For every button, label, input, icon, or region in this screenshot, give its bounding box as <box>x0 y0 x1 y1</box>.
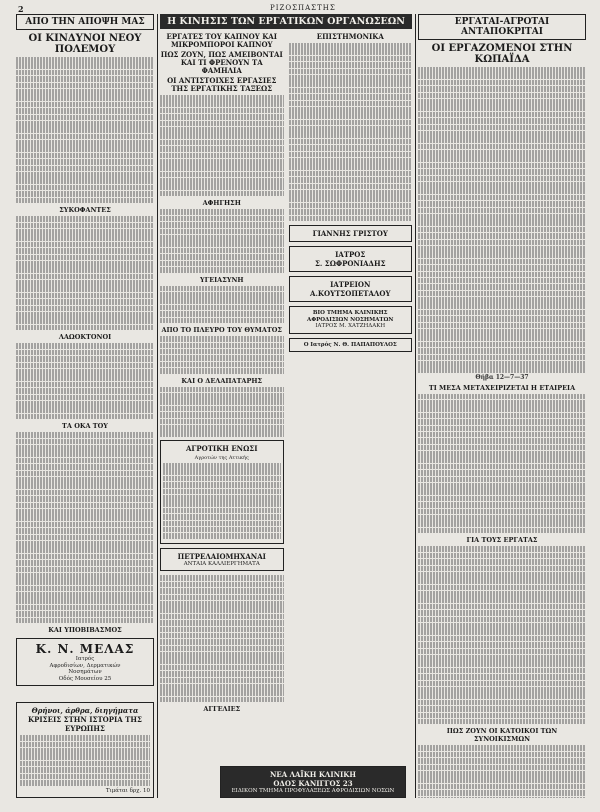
clinic-ad-title: ΝΕΑ ΛΑΪΚΗ ΚΛΙΝΙΚΗ <box>269 769 357 779</box>
article-body <box>418 745 586 798</box>
oil-ad-sub: ΑΝΤΑΙΑ ΚΑΛΛΙΕΡΓΗΜΑΤΑ <box>183 560 260 567</box>
doctor-ad-2 <box>289 246 413 272</box>
article-body <box>16 432 154 623</box>
doctor-bottom-ad <box>289 338 413 353</box>
subhead: ΠΩΣ ΖΟΥΝ ΟΙ ΚΑΤΟΙΚΟΙ ΤΩΝ ΣΥΝΟΙΚΙΣΜΩΝ <box>446 727 558 744</box>
article-body <box>418 394 586 534</box>
union-box-title: ΑΓΡΟΤΙΚΗ ΕΝΩΣΙ <box>185 443 258 453</box>
headline-right: ΟΙ ΕΡΓΑΖΟΜΕΝΟΙ ΣΤΗΝ ΚΩΠΑΪΔΑ <box>431 43 573 65</box>
clinic-name: Α.ΚΟΥΤΣΟΠΕΤΑΛΟΥ <box>310 289 391 299</box>
masthead: ΡΙΖΟΣΠΑΣΤΗΣ <box>270 4 336 12</box>
article-body <box>160 95 284 196</box>
book-ad-title: Θρήνοι, άρθρα, διηγήματα <box>31 706 139 716</box>
section-head-right: ΕΡΓΑΤΑΙ-ΑΓΡΟΤΑΙ ΑΝΤΑΠΟΚΡΙΤΑΙ <box>418 14 586 40</box>
article-body <box>160 575 284 702</box>
subhead: ΚΑΙ Ο ΔΕΛΑΠΑΤΑΡΗΣ <box>181 376 263 385</box>
center-left <box>160 31 284 714</box>
subhead: ΑΠΟ ΤΟ ΠΛΕΥΡΟ ΤΟΥ ΘΥΜΑΤΟΣ <box>161 326 282 335</box>
subhead: ΥΓΕΙΑΣΥΝΗ <box>199 275 244 284</box>
subhead: ΑΦΗΓΗΣΗ <box>202 199 241 208</box>
article-body <box>160 286 284 324</box>
sub-a: ΕΡΓΑΤΕΣ ΤΟΥ ΚΑΠΝΟΥ ΚΑΙ ΜΙΚΡΟΜΠΟΡΟΙ ΚΑΠΝΟΥ <box>166 32 278 49</box>
venereal-clinic-ad <box>289 306 413 334</box>
doctor-ad <box>16 638 154 686</box>
article-body <box>418 546 586 724</box>
center-columns <box>160 14 412 798</box>
right-column <box>418 14 586 798</box>
page-number: 2 <box>18 4 24 14</box>
article-body <box>418 67 586 373</box>
union-box-sub: Αγροτών της Αττικής <box>194 454 249 461</box>
clinic-ad-address: ΟΔΟΣ ΚΑΝΙΓΓΟΣ 23 <box>273 778 353 788</box>
ad-line: Νοσημάτων <box>68 669 102 676</box>
center-split <box>160 31 412 714</box>
center-right <box>289 31 413 714</box>
doctor-bottom: Ο Ιατρός Ν. Θ. ΠΑΠΑΠΟΥΛΟΣ <box>303 341 397 348</box>
book-ad-price: Τιμάται δρχ. 10 <box>105 787 150 794</box>
venereal-title: ΒΙΟ ΤΜΗΜΑ ΚΛΙΝΙΚΗΣ ΑΦΡΟΔΙΣΙΩΝ ΝΟΣΗΜΑΤΩΝ <box>307 310 394 323</box>
headline-b: ΟΙ ΑΝΤΙΣΤΟΙΧΕΣ ΕΡΓΑΣΙΕΣ ΤΗΣ ΕΡΓΑΤΙΚΗΣ ΤΑΞΕΩΣ <box>167 76 277 93</box>
sub-b: ΕΠΙΣΤΗΜΟΝΙΚΑ <box>316 32 384 41</box>
clinic-title: ΙΑΤΡΕΙΟΝ <box>330 280 371 290</box>
subhead: ΛΑΩΟΚΤΟΝΟΙ <box>58 333 112 342</box>
article-body <box>289 43 413 221</box>
oil-engine-ad <box>160 548 284 572</box>
subhead: ΤΑ ΟΚΑ ΤΟΥ <box>62 422 108 431</box>
headline-left: ΟΙ ΚΙΝΔΥΝΟΙ ΝΕΟΥ ΠΟΛΕΜΟΥ <box>28 33 142 55</box>
ad-line: Ιατρός <box>75 656 95 663</box>
article-body <box>160 387 284 437</box>
subhead: ΤΙ ΜΕΣΑ ΜΕΤΑΧΕΙΡΙΖΕΤΑΙ Η ΕΤΑΙΡΕΙΑ <box>428 383 576 392</box>
section-head-center: Η ΚΙΝΗΣΙΣ ΤΩΝ ΕΡΓΑΤΙΚΩΝ ΟΡΓΑΝΩΣΕΩΝ <box>160 14 412 29</box>
union-box <box>160 440 284 544</box>
doctor-name: ΓΙΑΝΝΗΣ ΓΡΙΣΤΟΥ <box>312 229 388 239</box>
ad-line: Οδός Μουσείου 25 <box>58 675 112 682</box>
column-rule <box>415 14 416 798</box>
doctor-title: ΙΑΤΡΟΣ <box>335 250 366 260</box>
doctor-name: Σ. ΣΩΦΡΟΝΙΑΔΗΣ <box>314 259 386 269</box>
article-body <box>163 463 281 539</box>
article-body <box>16 216 154 330</box>
date-line: Θήβα 12—7—37 <box>475 373 529 381</box>
new-clinic-ad <box>220 766 406 799</box>
ad-body <box>20 735 150 785</box>
clinic-ad-tag: ΕΙΔΙΚΟΝ ΤΜΗΜΑ ΠΡΟΦΥΛΑΞΕΩΣ ΑΦΡΟΔΙΣΙΩΝ ΝΟΣΩΝ <box>231 787 395 794</box>
leaf-ad: ΑΓΓΕΛΙΕΣ <box>203 705 241 714</box>
subhead: ΣΥΚΟΦΑΝΤΕΣ <box>59 206 111 215</box>
clinic-ad <box>289 276 413 302</box>
article-body <box>160 209 284 272</box>
book-ad <box>16 702 154 798</box>
headline-a: ΠΩΣ ΖΟΥΝ, ΠΩΣ ΑΜΕΙΒΟΝΤΑΙ ΚΑΙ ΤΙ ΦΡΕΝΟΥΝ ΤΑ ΦΑΜΗΛΙΑ <box>160 50 283 75</box>
section-head-left: ΑΠΟ ΤΗΝ ΑΠΟΨΗ ΜΑΣ <box>16 14 154 30</box>
subhead: ΚΑΙ ΥΠΟΒΙΒΑΣΜΟΣ <box>48 626 122 635</box>
article-body <box>16 57 154 203</box>
ad-name: Κ. Ν. ΜΕΛΑΣ <box>35 642 135 657</box>
venereal-doctor: ΙΑΤΡΟΣ Μ. ΧΑΤΖΗΔΑΚΗ <box>315 323 386 330</box>
column-rule <box>157 14 158 798</box>
ad-line: Αφροδισίων, Δερματικών <box>49 662 121 669</box>
left-column <box>16 14 154 798</box>
oil-ad-title: ΠΕΤΡΕΛΑΙΟΜΗΧΑΝΑΙ <box>177 551 266 561</box>
doctor-ad-1 <box>289 225 413 242</box>
subhead: ΓΙΑ ΤΟΥΣ ΕΡΓΑΤΑΣ <box>466 536 538 545</box>
article-body <box>160 336 284 374</box>
book-ad-subtitle: ΚΡΙΣΕΙΣ ΣΤΗΝ ΙΣΤΟΡΙΑ ΤΗΣ ΕΥΡΩΠΗΣ <box>28 715 142 734</box>
article-body <box>16 343 154 419</box>
